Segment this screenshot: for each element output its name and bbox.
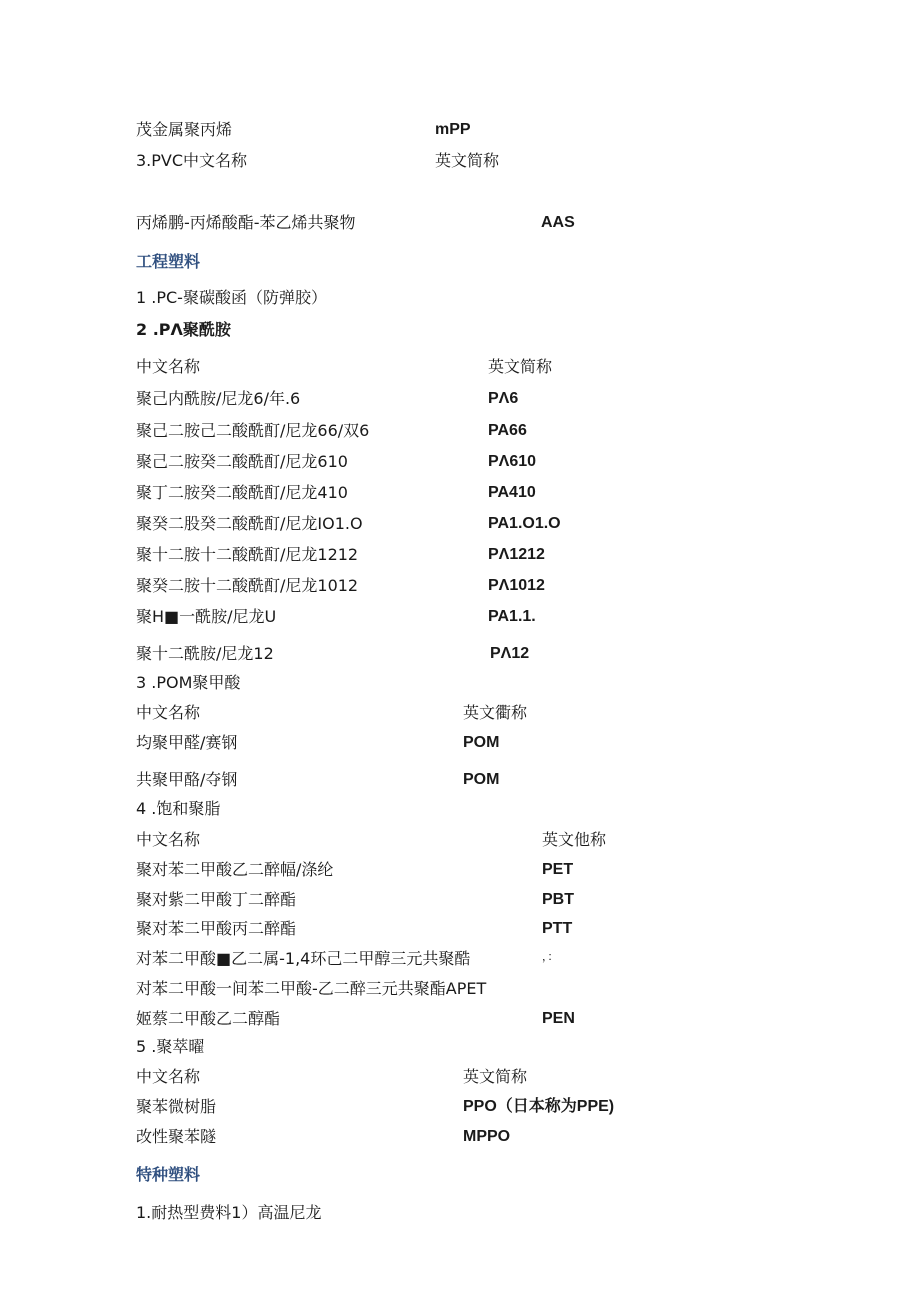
polyester-abbr: PBT — [542, 891, 574, 908]
pa-abbr: PA410 — [488, 484, 536, 501]
item-heat-resistant: 1.耐热型费料1）高温尼龙 — [136, 1203, 322, 1222]
polyester-name: 聚对苯二甲酸丙二醉酯 — [136, 919, 297, 938]
pom-abbr: POM — [463, 771, 500, 788]
pa-abbr: PΛ6 — [488, 390, 519, 407]
ppo-name: 改性聚苯隧 — [136, 1127, 217, 1146]
pa-abbr: PA66 — [488, 422, 527, 439]
column-header-english: 英文简称 — [463, 1067, 528, 1086]
text-line: 丙烯鹏-丙烯酸酯-苯乙烯共聚物 — [136, 213, 356, 232]
item-polyester: 4 .饱和聚脂 — [136, 799, 221, 818]
polyester-name: 聚对苯二甲酸乙二醉幅/涤纶 — [136, 860, 334, 879]
polyester-name: 姬蔡二甲酸乙二醇酯 — [136, 1009, 281, 1028]
item-pc: 1 .PC-聚碳酸函（防弹胶） — [136, 288, 327, 307]
pom-abbr: POM — [463, 734, 500, 751]
abbr-mpp: mPP — [435, 121, 471, 138]
pa-abbr: PΛ1012 — [488, 577, 545, 594]
polyester-name: 对苯二甲酸一间苯二甲酸-乙二醉三元共聚酯APET — [136, 979, 487, 998]
text-line: 3.PVC中文名称 — [136, 151, 248, 170]
pom-name: 均聚甲醛/赛钢 — [136, 733, 238, 752]
pom-name: 共聚甲酪/夺钢 — [136, 770, 238, 789]
ppo-abbr: MPPO — [463, 1128, 511, 1145]
ppo-abbr: PPO（日本称为PPE) — [463, 1098, 615, 1115]
polyester-name: 聚对紫二甲酸丁二醉酯 — [136, 890, 297, 909]
pa-abbr: PA1.1. — [488, 608, 536, 625]
pa-name: 聚十二酰胺/尼龙12 — [136, 644, 274, 663]
item-ppo: 5 .聚萃曜 — [136, 1037, 205, 1056]
column-header-english: 英文他称 — [542, 830, 607, 849]
polyester-abbr: PEN — [542, 1010, 575, 1027]
pa-name: 聚己内酰胺/尼龙6/年.6 — [136, 389, 301, 408]
column-header-chinese: 中文名称 — [136, 830, 201, 849]
pa-abbr: PΛ610 — [488, 453, 537, 470]
polyester-abbr: PET — [542, 861, 574, 878]
column-header-english: 英文简称 — [435, 151, 500, 170]
pa-abbr: PΛ12 — [490, 645, 530, 662]
polyester-name: 对苯二甲酸■乙二属-1,4环己二甲醇三元共聚酷 — [136, 949, 471, 968]
section-heading-special-plastics: 特种塑料 — [136, 1165, 201, 1184]
column-header-chinese: 中文名称 — [136, 703, 201, 722]
text-line: 茂金属聚丙烯 — [136, 120, 233, 139]
pa-name: 聚己二胺己二酸酰酊/尼龙66/双6 — [136, 421, 370, 440]
polyester-abbr: ，： — [542, 950, 559, 963]
pa-name: 聚丁二胺癸二酸酰酊/尼龙410 — [136, 483, 348, 502]
pa-name: 聚H■一酰胺/尼龙U — [136, 607, 277, 626]
pa-name: 聚癸二股癸二酸酰酊/尼龙IO1.O — [136, 514, 363, 533]
column-header-chinese: 中文名称 — [136, 1067, 201, 1086]
pa-abbr: PΛ1212 — [488, 546, 545, 563]
section-heading-engineering-plastics: 工程塑料 — [136, 252, 201, 271]
item-pa: 2 .PΛ聚酰胺 — [136, 320, 231, 339]
pa-name: 聚己二胺癸二酸酰酊/尼龙610 — [136, 452, 348, 471]
pa-name: 聚癸二胺十二酸酰酊/尼龙1012 — [136, 576, 359, 595]
item-pom: 3 .POM聚甲酸 — [136, 673, 241, 692]
abbr-aas: AAS — [541, 214, 575, 231]
ppo-name: 聚苯微树脂 — [136, 1097, 217, 1116]
polyester-abbr: PTT — [542, 920, 573, 937]
column-header-english: 英文衢称 — [463, 703, 528, 722]
column-header-english: 英文简称 — [488, 357, 553, 376]
pa-abbr: PA1.O1.O — [488, 515, 561, 532]
pa-name: 聚十二胺十二酸酰酊/尼龙1212 — [136, 545, 359, 564]
column-header-chinese: 中文名称 — [136, 357, 201, 376]
